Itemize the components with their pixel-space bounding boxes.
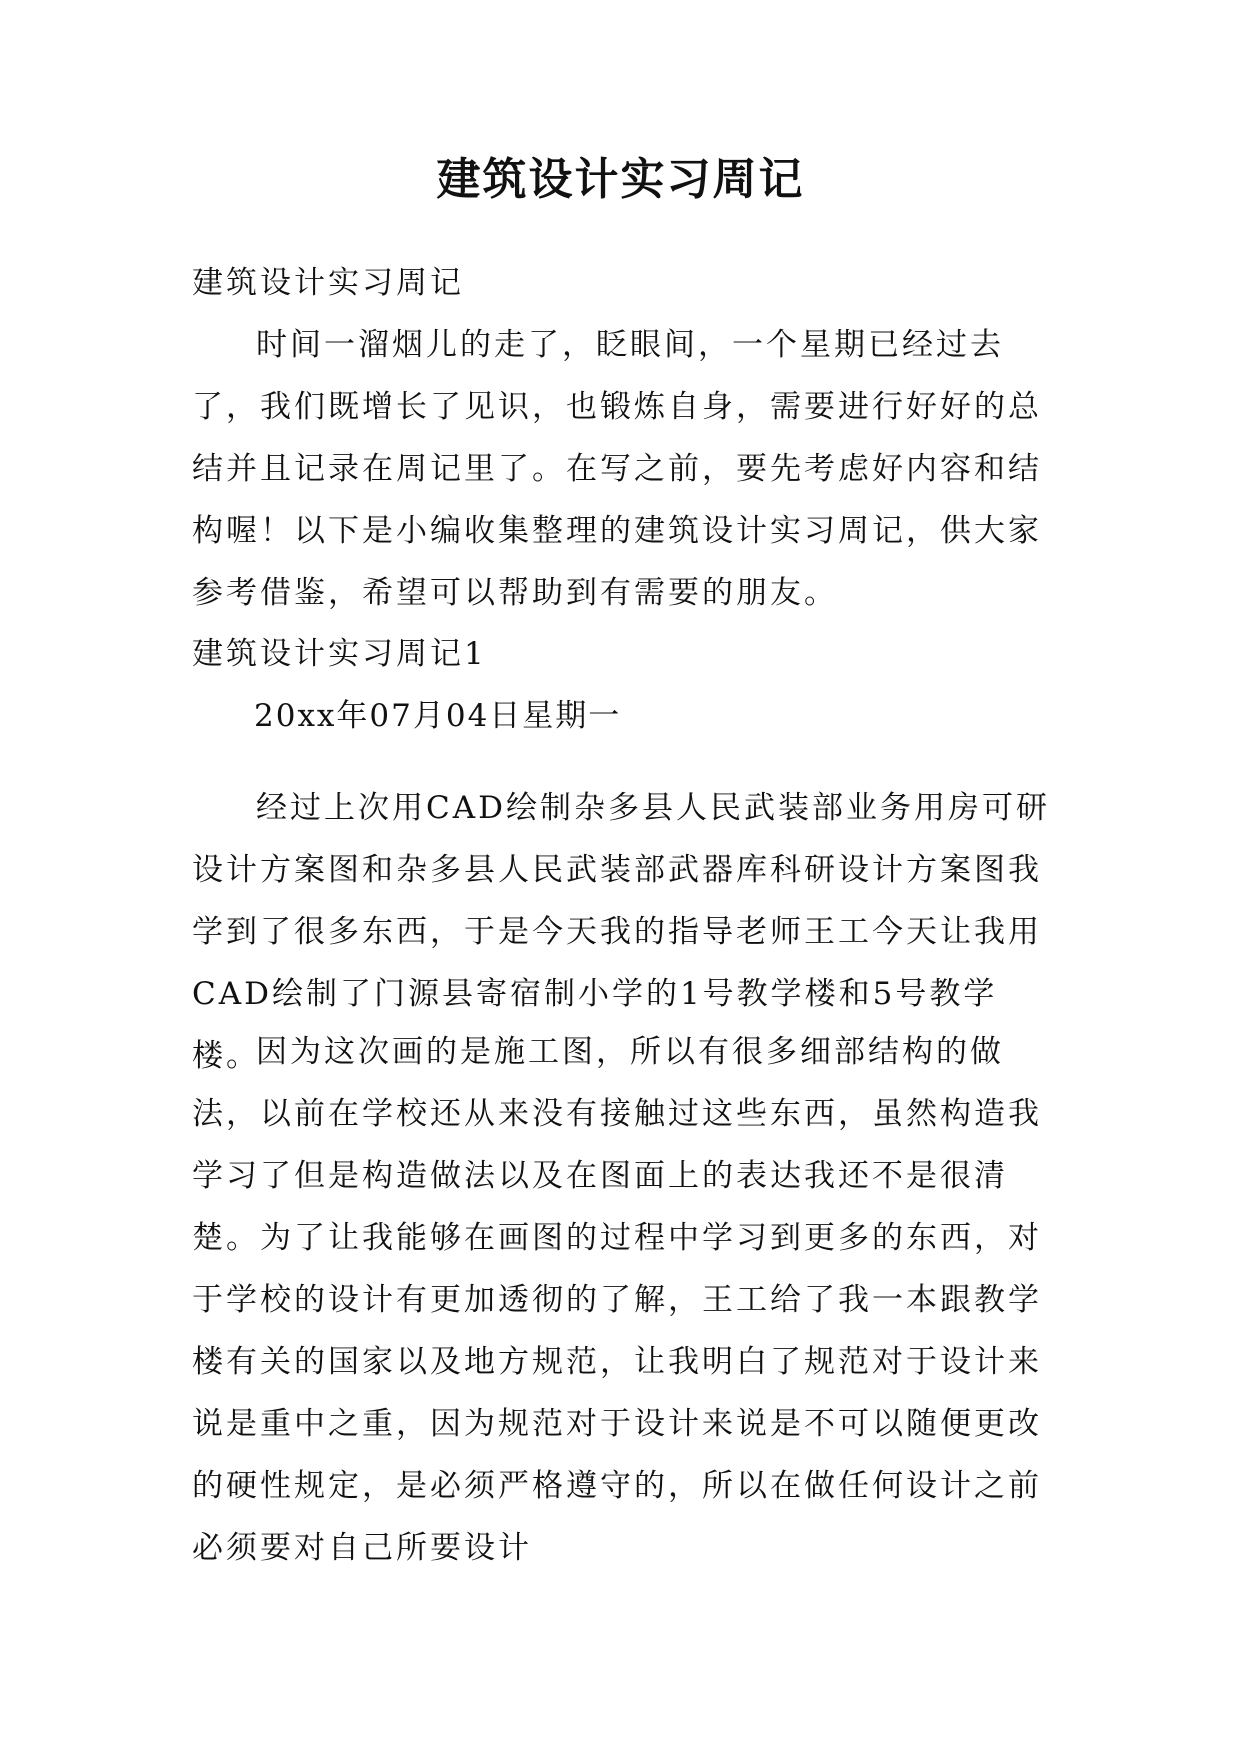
section-1-date: 20xx年07月04日星期一 — [254, 698, 622, 734]
document-title: 建筑设计实习周记 — [436, 154, 805, 205]
section-1-paragraph-2: 因为这次画的是施工图，所以有很多细部结构的做法，以前在学校还从来没有接触过这些东西，虽然构造我学习了但是构造做法以及在图面上的表达我还不是很清楚。为了让我能够在画图的过程中学习到更多的东西，对于学校的设计有更加透彻的了解，王工给了我一本跟教学楼有关的国家以及地方规范，让我明白了规范对于设计来说是重中之重，因为规范对于设计来说是不可以随便更改的硬性规定，是必须严格遵守的，所以在做任何设计之前必须要对自己所要设计 — [192, 1034, 1042, 1566]
intro-heading: 建筑设计实习周记 — [192, 265, 464, 301]
intro-paragraph: 时间一溜烟儿的走了，眨眼间，一个星期已经过去了，我们既增长了见识，也锻炼自身，需要进行好好的总结并且记录在周记里了。在写之前，要先考虑好内容和结构喔！以下是小编收集整理的建筑设计实习周记，供大家参考借鉴，希望可以帮助到有需要的朋友。 — [192, 327, 1042, 611]
section-1-heading: 建筑设计实习周记1 — [192, 636, 487, 672]
section-1-paragraph-1: 经过上次用CAD绘制杂多县人民武装部业务用房可研设计方案图和杂多县人民武装部武器库科研设计方案图我学到了很多东西，于是今天我的指导老师王工今天让我用CAD绘制了门源县寄宿制小学的1号教学楼和5号教学楼。 — [192, 790, 1050, 1074]
